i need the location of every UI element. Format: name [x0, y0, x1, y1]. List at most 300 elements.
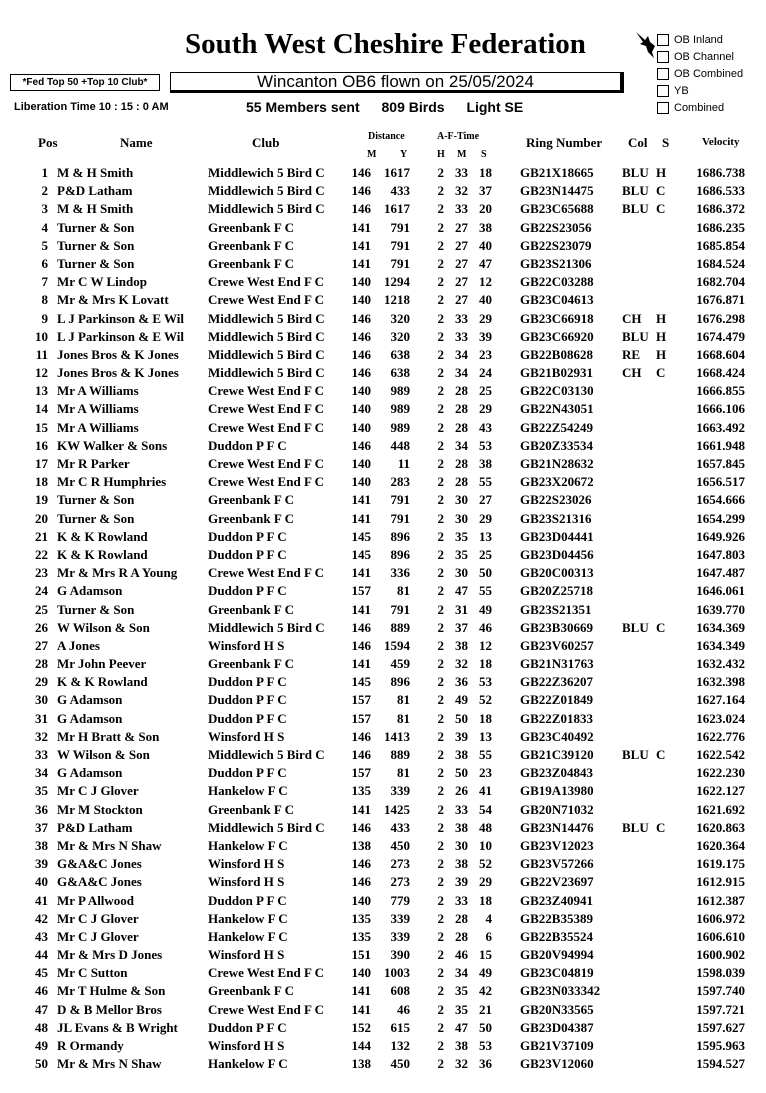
pos-cell: 21 [35, 528, 48, 544]
ring-number-cell: GB23S21351 [520, 601, 592, 617]
col-pos: Pos [38, 135, 58, 150]
minutes-cell: 27 [455, 274, 468, 290]
col-velocity: Velocity [702, 136, 740, 148]
seconds-cell: 43 [479, 419, 492, 435]
minutes-cell: 32 [455, 656, 468, 672]
pos-cell: 33 [35, 747, 48, 762]
hours-cell: 2 [437, 346, 444, 362]
table-row [0, 1036, 766, 1054]
hours-cell: 2 [437, 165, 444, 180]
table-row [0, 927, 766, 945]
distance-yards-cell: 1617 [384, 165, 410, 180]
colour-cell: BLU [622, 819, 649, 835]
ring-number-cell: GB22V23697 [520, 874, 594, 890]
distance-yards-cell: 1617 [384, 201, 410, 217]
minutes-cell: 46 [455, 947, 468, 963]
col-club: Club [252, 135, 280, 150]
hours-cell: 2 [437, 983, 444, 999]
col-ring: Ring Number [526, 135, 603, 150]
table-row [0, 872, 766, 890]
hours-cell: 2 [437, 710, 444, 726]
distance-yards-cell: 791 [390, 492, 410, 508]
name-cell: Mr C R Humphries [57, 474, 167, 490]
pos-cell: 40 [35, 874, 48, 890]
pos-cell: 39 [35, 856, 48, 872]
minutes-cell: 34 [455, 965, 468, 981]
velocity-cell: 1632.398 [696, 674, 745, 690]
club-cell: Winsford H S [208, 874, 285, 890]
hours-cell: 2 [437, 528, 444, 544]
pos-cell: 48 [35, 1019, 48, 1035]
col-s: S [481, 149, 487, 160]
distance-miles-cell: 146 [351, 819, 371, 835]
pos-cell: 24 [35, 583, 48, 599]
ring-number-cell: GB23Z40941 [520, 892, 593, 908]
minutes-cell: 38 [455, 747, 468, 762]
pigeon-logo-icon [634, 30, 656, 60]
ring-number-cell: GB23D04456 [520, 546, 594, 562]
club-cell: Duddon P F C [208, 765, 287, 781]
ring-number-cell: GB23D04441 [520, 528, 594, 544]
distance-miles-cell: 140 [351, 274, 371, 290]
seconds-cell: 23 [479, 346, 492, 362]
velocity-cell: 1634.349 [696, 637, 745, 653]
pos-cell: 32 [35, 728, 48, 744]
sex-cell: C [656, 747, 666, 762]
velocity-cell: 1621.692 [696, 801, 745, 817]
club-cell: Duddon P F C [208, 583, 287, 599]
club-cell: Middlewich 5 Bird C [208, 747, 325, 762]
minutes-cell: 38 [455, 637, 468, 653]
club-cell: Crewe West End F C [208, 274, 325, 290]
pos-cell: 18 [35, 474, 48, 490]
ring-number-cell: GB23C40492 [520, 728, 594, 744]
hours-cell: 2 [437, 928, 444, 944]
club-cell: Middlewich 5 Bird C [208, 619, 325, 635]
seconds-cell: 25 [479, 383, 492, 399]
option-combined[interactable]: Combined [657, 99, 743, 116]
distance-yards-cell: 889 [390, 747, 410, 762]
name-cell: Mr A Williams [57, 419, 139, 435]
minutes-cell: 33 [455, 201, 468, 217]
hours-cell: 2 [437, 619, 444, 635]
velocity-cell: 1594.527 [696, 1056, 745, 1072]
seconds-cell: 18 [479, 710, 492, 726]
table-row [0, 527, 766, 545]
club-cell: Middlewich 5 Bird C [208, 365, 325, 381]
table-row [0, 945, 766, 963]
club-cell: Duddon P F C [208, 710, 287, 726]
name-cell: K & K Rowland [57, 546, 148, 562]
velocity-cell: 1676.298 [696, 310, 745, 326]
club-cell: Middlewich 5 Bird C [208, 346, 325, 362]
hours-cell: 2 [437, 292, 444, 308]
velocity-cell: 1682.704 [696, 274, 745, 290]
hours-cell: 2 [437, 1056, 444, 1072]
hours-cell: 2 [437, 728, 444, 744]
distance-miles-cell: 135 [351, 783, 371, 799]
ring-number-cell: GB21V37109 [520, 1038, 594, 1053]
table-row [0, 672, 766, 690]
name-cell: Mr H Bratt & Son [57, 728, 160, 744]
velocity-cell: 1686.533 [696, 183, 745, 199]
minutes-cell: 27 [455, 219, 468, 235]
minutes-cell: 50 [455, 765, 468, 781]
colour-cell: CH [622, 310, 642, 326]
option-ob-channel[interactable]: OB Channel [657, 48, 743, 65]
hours-cell: 2 [437, 637, 444, 653]
ring-number-cell: GB22Z36207 [520, 674, 593, 690]
name-cell: M & H Smith [57, 165, 134, 180]
ring-number-cell: GB23V57266 [520, 856, 594, 872]
minutes-cell: 33 [455, 801, 468, 817]
name-cell: Mr & Mrs D Jones [57, 947, 163, 963]
distance-miles-cell: 141 [351, 983, 371, 999]
name-cell: K & K Rowland [57, 528, 148, 544]
table-row [0, 654, 766, 672]
pos-cell: 49 [35, 1038, 48, 1053]
pos-cell: 11 [35, 346, 48, 362]
ring-number-cell: GB20C00313 [520, 565, 594, 581]
table-row [0, 399, 766, 417]
birds-count: 809 Birds [381, 99, 445, 115]
pos-cell: 50 [35, 1056, 48, 1072]
minutes-cell: 50 [455, 710, 468, 726]
name-cell: Mr C J Glover [57, 910, 139, 926]
velocity-cell: 1619.175 [696, 856, 745, 872]
club-cell: Duddon P F C [208, 546, 287, 562]
table-row [0, 309, 766, 327]
hours-cell: 2 [437, 674, 444, 690]
distance-miles-cell: 141 [351, 237, 371, 253]
minutes-cell: 33 [455, 328, 468, 344]
velocity-cell: 1646.061 [696, 583, 745, 599]
hours-cell: 2 [437, 237, 444, 253]
club-cell: Middlewich 5 Bird C [208, 328, 325, 344]
ring-number-cell: GB21N28632 [520, 456, 594, 471]
distance-miles-cell: 140 [351, 401, 371, 417]
table-row [0, 563, 766, 581]
ring-number-cell: GB22S23079 [520, 237, 592, 253]
ring-number-cell: GB21N31763 [520, 656, 594, 672]
velocity-cell: 1632.432 [696, 656, 745, 672]
minutes-cell: 47 [455, 1019, 468, 1035]
seconds-cell: 18 [479, 165, 492, 180]
distance-miles-cell: 138 [351, 837, 371, 853]
name-cell: Mr A Williams [57, 383, 139, 399]
table-row [0, 218, 766, 236]
minutes-cell: 39 [455, 728, 468, 744]
name-cell: JL Evans & B Wright [57, 1019, 178, 1035]
ring-number-cell: GB23N14476 [520, 819, 594, 835]
distance-yards-cell: 989 [390, 419, 410, 435]
club-cell: Middlewich 5 Bird C [208, 183, 325, 199]
name-cell: G Adamson [57, 583, 123, 599]
distance-miles-cell: 146 [351, 637, 371, 653]
distance-yards-cell: 1003 [384, 965, 410, 981]
distance-miles-cell: 135 [351, 910, 371, 926]
distance-yards-cell: 896 [390, 674, 410, 690]
table-row [0, 472, 766, 490]
checkbox[interactable] [657, 34, 669, 46]
pos-cell: 37 [35, 819, 48, 835]
name-cell: Jones Bros & K Jones [57, 365, 179, 381]
table-row [0, 163, 766, 181]
distance-yards-cell: 273 [390, 856, 410, 872]
distance-yards-cell: 433 [390, 819, 410, 835]
ring-number-cell: GB20N33565 [520, 1001, 594, 1017]
pos-cell: 5 [41, 237, 48, 253]
pos-cell: 25 [35, 601, 48, 617]
pos-cell: 42 [35, 910, 48, 926]
table-row [0, 581, 766, 599]
club-cell: Duddon P F C [208, 1019, 287, 1035]
pos-cell: 3 [41, 201, 48, 217]
velocity-cell: 1685.854 [696, 237, 745, 253]
hours-cell: 2 [437, 201, 444, 217]
hours-cell: 2 [437, 856, 444, 872]
pos-cell: 47 [35, 1001, 48, 1017]
minutes-cell: 27 [455, 255, 468, 271]
club-cell: Greenbank F C [208, 801, 294, 817]
col-distance: Distance [368, 131, 405, 142]
col-dist-m: M [367, 149, 377, 160]
colour-cell: BLU [622, 747, 649, 762]
velocity-cell: 1634.369 [696, 619, 745, 635]
sex-cell: C [656, 619, 666, 635]
members-sent: 55 Members sent [246, 99, 360, 115]
seconds-cell: 50 [479, 1019, 492, 1035]
pos-cell: 44 [35, 947, 48, 963]
seconds-cell: 6 [485, 928, 492, 944]
distance-yards-cell: 889 [390, 619, 410, 635]
minutes-cell: 26 [455, 783, 468, 799]
hours-cell: 2 [437, 510, 444, 526]
minutes-cell: 28 [455, 401, 468, 417]
pos-cell: 34 [35, 765, 48, 781]
ring-number-cell: GB20N71032 [520, 801, 594, 817]
minutes-cell: 34 [455, 365, 468, 381]
minutes-cell: 30 [455, 837, 468, 853]
velocity-cell: 1598.039 [696, 965, 745, 981]
hours-cell: 2 [437, 183, 444, 199]
hours-cell: 2 [437, 401, 444, 417]
club-cell: Greenbank F C [208, 237, 294, 253]
distance-miles-cell: 140 [351, 383, 371, 399]
minutes-cell: 37 [455, 619, 468, 635]
ring-number-cell: GB23X20672 [520, 474, 594, 490]
hours-cell: 2 [437, 274, 444, 290]
minutes-cell: 35 [455, 1001, 468, 1017]
ring-number-cell: GB19A13980 [520, 783, 594, 799]
hours-cell: 2 [437, 583, 444, 599]
velocity-cell: 1606.610 [696, 928, 745, 944]
distance-yards-cell: 638 [390, 346, 410, 362]
liberation-time: Liberation Time 10 : 15 : 0 AM [14, 101, 169, 113]
ring-number-cell: GB23N033342 [520, 983, 601, 999]
seconds-cell: 54 [479, 801, 492, 817]
table-row [0, 363, 766, 381]
distance-yards-cell: 132 [390, 1038, 410, 1053]
velocity-cell: 1657.845 [696, 456, 745, 471]
seconds-cell: 49 [479, 965, 492, 981]
distance-miles-cell: 141 [351, 492, 371, 508]
sex-cell: H [656, 165, 667, 180]
ring-number-cell: GB20Z25718 [520, 583, 593, 599]
name-cell: Turner & Son [57, 510, 135, 526]
hours-cell: 2 [437, 765, 444, 781]
distance-miles-cell: 152 [351, 1019, 371, 1035]
pos-cell: 17 [35, 456, 48, 471]
velocity-cell: 1668.424 [696, 365, 745, 381]
velocity-cell: 1600.902 [696, 947, 745, 963]
distance-miles-cell: 157 [351, 765, 371, 781]
distance-miles-cell: 145 [351, 528, 371, 544]
hours-cell: 2 [437, 837, 444, 853]
table-row [0, 854, 766, 872]
velocity-cell: 1686.372 [696, 201, 745, 217]
velocity-cell: 1684.524 [696, 255, 745, 271]
minutes-cell: 38 [455, 819, 468, 835]
hours-cell: 2 [437, 910, 444, 926]
minutes-cell: 49 [455, 692, 468, 708]
seconds-cell: 25 [479, 546, 492, 562]
distance-yards-cell: 1594 [384, 637, 410, 653]
club-cell: Crewe West End F C [208, 292, 325, 308]
sex-cell: H [656, 310, 667, 326]
table-row [0, 181, 766, 199]
distance-miles-cell: 146 [351, 183, 371, 199]
colour-cell: BLU [622, 165, 649, 180]
club-cell: Crewe West End F C [208, 965, 325, 981]
sex-cell: C [656, 365, 666, 381]
seconds-cell: 50 [479, 565, 492, 581]
pos-cell: 27 [35, 637, 48, 653]
option-ob-inland[interactable]: OB Inland [657, 31, 743, 48]
table-row [0, 199, 766, 217]
sex-cell: C [656, 183, 666, 199]
hours-cell: 2 [437, 546, 444, 562]
seconds-cell: 40 [479, 292, 492, 308]
minutes-cell: 31 [455, 601, 468, 617]
velocity-cell: 1595.963 [696, 1038, 745, 1053]
velocity-cell: 1620.364 [696, 837, 745, 853]
name-cell: KW Walker & Sons [57, 437, 168, 453]
seconds-cell: 37 [479, 183, 492, 199]
col-sex: S [662, 135, 670, 150]
minutes-cell: 27 [455, 237, 468, 253]
minutes-cell: 33 [455, 165, 468, 180]
velocity-cell: 1612.915 [696, 874, 745, 890]
ring-number-cell: GB22B08628 [520, 346, 593, 362]
name-cell: P&D Latham [57, 819, 133, 835]
seconds-cell: 15 [479, 947, 492, 963]
page-title: South West Cheshire Federation [185, 28, 586, 60]
minutes-cell: 34 [455, 346, 468, 362]
club-cell: Winsford H S [208, 947, 285, 963]
velocity-cell: 1622.230 [696, 765, 745, 781]
distance-miles-cell: 141 [351, 601, 371, 617]
velocity-cell: 1606.972 [696, 910, 745, 926]
velocity-cell: 1686.235 [696, 219, 745, 235]
minutes-cell: 38 [455, 856, 468, 872]
table-row [0, 272, 766, 290]
checkbox[interactable] [657, 51, 669, 63]
pos-cell: 29 [35, 674, 48, 690]
seconds-cell: 21 [479, 1001, 492, 1017]
distance-miles-cell: 146 [351, 856, 371, 872]
distance-yards-cell: 1425 [384, 801, 410, 817]
table-row [0, 763, 766, 781]
club-cell: Duddon P F C [208, 892, 287, 908]
option-ob-combined[interactable]: OB Combined [657, 65, 743, 82]
distance-miles-cell: 145 [351, 546, 371, 562]
table-row [0, 254, 766, 272]
club-cell: Crewe West End F C [208, 383, 325, 399]
hours-cell: 2 [437, 747, 444, 762]
distance-yards-cell: 11 [397, 456, 410, 471]
seconds-cell: 18 [479, 656, 492, 672]
pos-cell: 7 [41, 274, 48, 290]
distance-yards-cell: 450 [390, 1056, 410, 1072]
table-row [0, 436, 766, 454]
table-row [0, 781, 766, 799]
ring-number-cell: GB22C03288 [520, 274, 594, 290]
pos-cell: 31 [35, 710, 48, 726]
name-cell: Jones Bros & K Jones [57, 346, 179, 362]
seconds-cell: 55 [479, 474, 492, 490]
distance-miles-cell: 140 [351, 419, 371, 435]
ring-number-cell: GB23B30669 [520, 619, 593, 635]
ring-number-cell: GB22N43051 [520, 401, 594, 417]
name-cell: Turner & Son [57, 255, 135, 271]
velocity-cell: 1647.803 [696, 546, 745, 562]
distance-yards-cell: 896 [390, 528, 410, 544]
name-cell: K & K Rowland [57, 674, 148, 690]
seconds-cell: 53 [479, 674, 492, 690]
distance-yards-cell: 81 [397, 710, 410, 726]
hours-cell: 2 [437, 255, 444, 271]
table-row [0, 836, 766, 854]
option-yb[interactable]: YB [657, 82, 743, 99]
name-cell: G&A&C Jones [57, 856, 142, 872]
distance-miles-cell: 141 [351, 565, 371, 581]
minutes-cell: 33 [455, 310, 468, 326]
distance-yards-cell: 989 [390, 401, 410, 417]
distance-miles-cell: 140 [351, 474, 371, 490]
distance-yards-cell: 390 [390, 947, 410, 963]
ring-number-cell: GB21B02931 [520, 365, 593, 381]
hours-cell: 2 [437, 965, 444, 981]
checkbox[interactable] [657, 85, 669, 97]
club-cell: Greenbank F C [208, 492, 294, 508]
club-cell: Winsford H S [208, 637, 285, 653]
seconds-cell: 53 [479, 1038, 492, 1053]
distance-miles-cell: 146 [351, 728, 371, 744]
name-cell: Turner & Son [57, 237, 135, 253]
distance-yards-cell: 459 [390, 656, 410, 672]
table-row [0, 891, 766, 909]
checkbox[interactable] [657, 102, 669, 114]
distance-yards-cell: 791 [390, 219, 410, 235]
colour-cell: BLU [622, 183, 649, 199]
name-cell: G Adamson [57, 692, 123, 708]
checkbox[interactable] [657, 68, 669, 80]
hours-cell: 2 [437, 1038, 444, 1053]
pos-cell: 23 [35, 565, 48, 581]
distance-miles-cell: 146 [351, 310, 371, 326]
minutes-cell: 28 [455, 910, 468, 926]
